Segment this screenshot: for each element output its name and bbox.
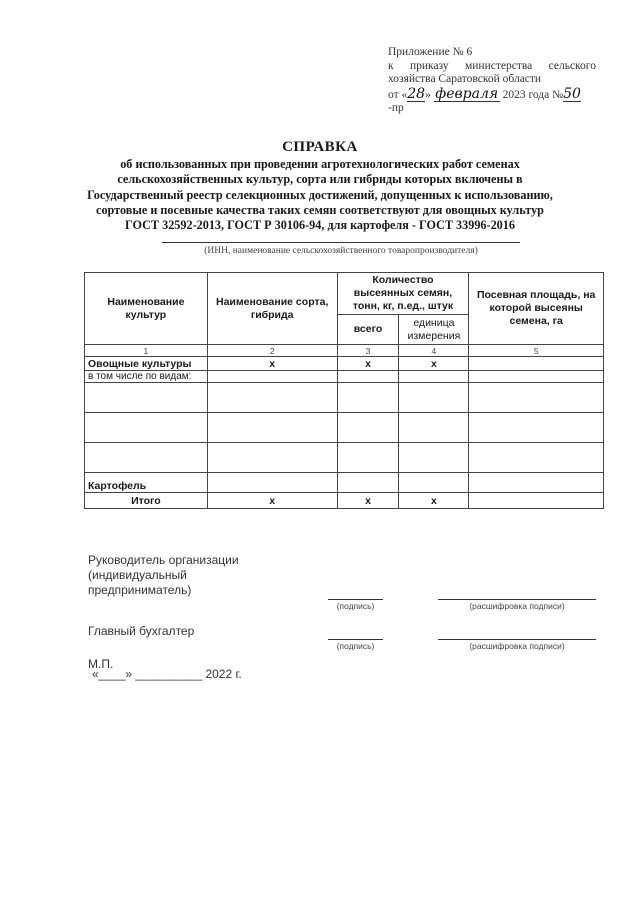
cell[interactable] (337, 413, 399, 443)
cell[interactable] (399, 383, 469, 413)
order-word-4: сельского (548, 59, 596, 72)
cell[interactable]: х (399, 493, 469, 509)
head-signature-label: Руководитель организации (индивидуальный предприниматель) (88, 553, 239, 597)
approval-header (388, 46, 596, 116)
handwritten-month: февраля (435, 85, 499, 102)
cell[interactable] (207, 413, 337, 443)
cell[interactable] (207, 473, 337, 493)
col-number: 3 (337, 345, 399, 357)
order-suffix: -пр (388, 102, 404, 114)
row-total-label: Итого (85, 493, 208, 509)
table-row (85, 357, 604, 371)
inn-caption: (ИНН, наименование сельскохозяйственного товаропроизводителя) (204, 246, 478, 256)
cell[interactable] (85, 413, 208, 443)
cell[interactable] (469, 473, 604, 493)
accountant-decode-line[interactable] (438, 639, 596, 640)
cell[interactable] (469, 371, 604, 383)
accountant-signature-label: Главный бухгалтер (88, 624, 195, 638)
seeds-table (84, 272, 604, 509)
col-number: 2 (207, 345, 337, 357)
cell[interactable] (399, 443, 469, 473)
cell[interactable]: х (337, 493, 399, 509)
order-reference-line (388, 60, 596, 74)
cell[interactable] (469, 443, 604, 473)
column-numbers-row (85, 345, 604, 357)
cell[interactable] (85, 443, 208, 473)
head-signature-line[interactable] (328, 599, 383, 600)
ministry-name: хозяйства Саратовской области (388, 73, 542, 85)
cell[interactable] (399, 413, 469, 443)
cell[interactable] (469, 383, 604, 413)
cell[interactable] (337, 371, 399, 383)
order-word-1: к (388, 59, 394, 72)
table-row (85, 383, 604, 413)
col-number: 1 (85, 345, 208, 357)
stamp-place-label: М.П. (88, 657, 114, 671)
cell[interactable] (337, 383, 399, 413)
table-row (85, 413, 604, 443)
table-row (85, 493, 604, 509)
accountant-signature-caption: (подпись) (336, 641, 375, 651)
cell[interactable] (399, 473, 469, 493)
date-year: 2023 года № (502, 88, 564, 101)
header-variety: Наименование сорта, гибрида (207, 273, 337, 345)
document-subtitle: об использованных при проведении агротехнологических работ семенах сельскохозяйственных культур, сорта или гибриды которых включены в Государственный реестр селекционных достижений, допущенных к использованию, сортовые и посевные качества таких семян соответствуют для овощных культур ГОСТ 32592-2013, ГОСТ Р 30106-94, для картофеля - ГОСТ 33996-2016 (87, 157, 553, 233)
table-row (85, 473, 604, 493)
cell[interactable] (85, 383, 208, 413)
inn-entry-line[interactable] (162, 242, 520, 243)
cell[interactable] (399, 371, 469, 383)
cell[interactable]: х (207, 493, 337, 509)
cell[interactable]: х (337, 357, 399, 371)
header-total: всего (337, 315, 399, 345)
document-title: СПРАВКА (282, 139, 358, 155)
header-crops: Наименование культур (85, 273, 208, 345)
head-decode-caption: (расшифровка подписи) (469, 601, 565, 611)
handwritten-day: 28 (407, 85, 426, 102)
row-by-type-label: в том числе по видам: (85, 371, 208, 383)
cell[interactable] (337, 473, 399, 493)
col-number: 4 (399, 345, 469, 357)
order-word-2: приказу (409, 59, 449, 72)
appendix-label: Приложение № 6 (388, 46, 473, 58)
header-area: Посевная площадь, на которой высеяны семена, га (469, 273, 604, 345)
cell[interactable] (469, 413, 604, 443)
cell[interactable] (207, 371, 337, 383)
table-header-row (85, 273, 604, 315)
date-mid: » (425, 88, 431, 101)
accountant-signature-line[interactable] (328, 639, 383, 640)
stamp-date-line: «____» __________ 2022 г. (92, 667, 242, 681)
date-prefix: от « (388, 88, 408, 101)
cell[interactable]: х (207, 357, 337, 371)
header-quantity: Количество высеянных семян, тонн, кг, п.ед., штук (337, 273, 469, 315)
handwritten-order-number: 50 (563, 85, 581, 102)
row-vegetables-label: Овощные культуры (85, 357, 208, 371)
header-unit: единица измерения (399, 315, 469, 345)
cell[interactable]: х (399, 357, 469, 371)
table-row (85, 443, 604, 473)
order-word-3: министерства (464, 59, 533, 72)
cell[interactable] (337, 443, 399, 473)
order-date-line (388, 87, 596, 116)
cell[interactable] (207, 443, 337, 473)
table-row (85, 371, 604, 383)
cell[interactable] (207, 383, 337, 413)
head-decode-line[interactable] (438, 599, 596, 600)
col-number: 5 (469, 345, 604, 357)
cell[interactable] (469, 493, 604, 509)
accountant-decode-caption: (расшифровка подписи) (469, 641, 565, 651)
head-signature-caption: (подпись) (336, 601, 375, 611)
row-potato-label: Картофель (85, 473, 208, 493)
cell[interactable] (469, 357, 604, 371)
